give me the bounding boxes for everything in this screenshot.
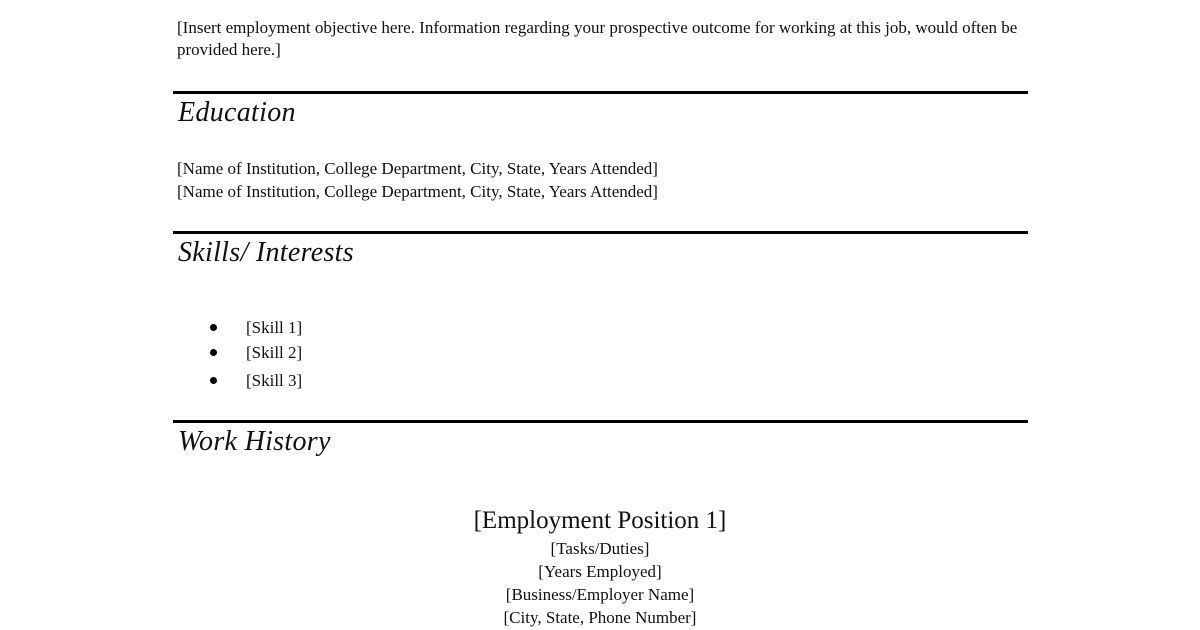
work-history-heading: Work History — [178, 426, 331, 457]
section-divider-education — [173, 91, 1028, 94]
employer-name: [Business/Employer Name] — [505, 585, 695, 604]
bullet-icon — [210, 324, 217, 331]
skill-list-item — [210, 342, 302, 364]
employment-position-title: [Employment Position 1] — [473, 507, 727, 534]
bullet-icon — [210, 349, 217, 356]
skill-label: [Skill 1] — [246, 318, 303, 337]
objective-text: [Insert employment objective here. Information regarding your prospective outcome for working at this job, would often be provided here.] — [177, 18, 1018, 59]
employer-location-phone: [City, State, Phone Number] — [503, 608, 697, 627]
skill-label: [Skill 2] — [246, 343, 303, 362]
employment-position-block — [300, 505, 900, 629]
skill-list-item — [210, 370, 302, 392]
education-entry: [Name of Institution, College Department, City, State, Years Attended] — [177, 159, 658, 178]
bullet-icon — [210, 377, 217, 384]
skills-heading: Skills/ Interests — [178, 237, 354, 268]
education-heading: Education — [178, 97, 296, 128]
skill-label: [Skill 3] — [246, 371, 303, 390]
skill-list-item — [210, 317, 302, 339]
years-employed: [Years Employed] — [538, 562, 662, 581]
section-divider-work-history — [173, 420, 1028, 423]
section-divider-skills — [173, 231, 1028, 234]
tasks-duties: [Tasks/Duties] — [550, 539, 650, 558]
education-entry: [Name of Institution, College Department, City, State, Years Attended] — [177, 182, 658, 201]
